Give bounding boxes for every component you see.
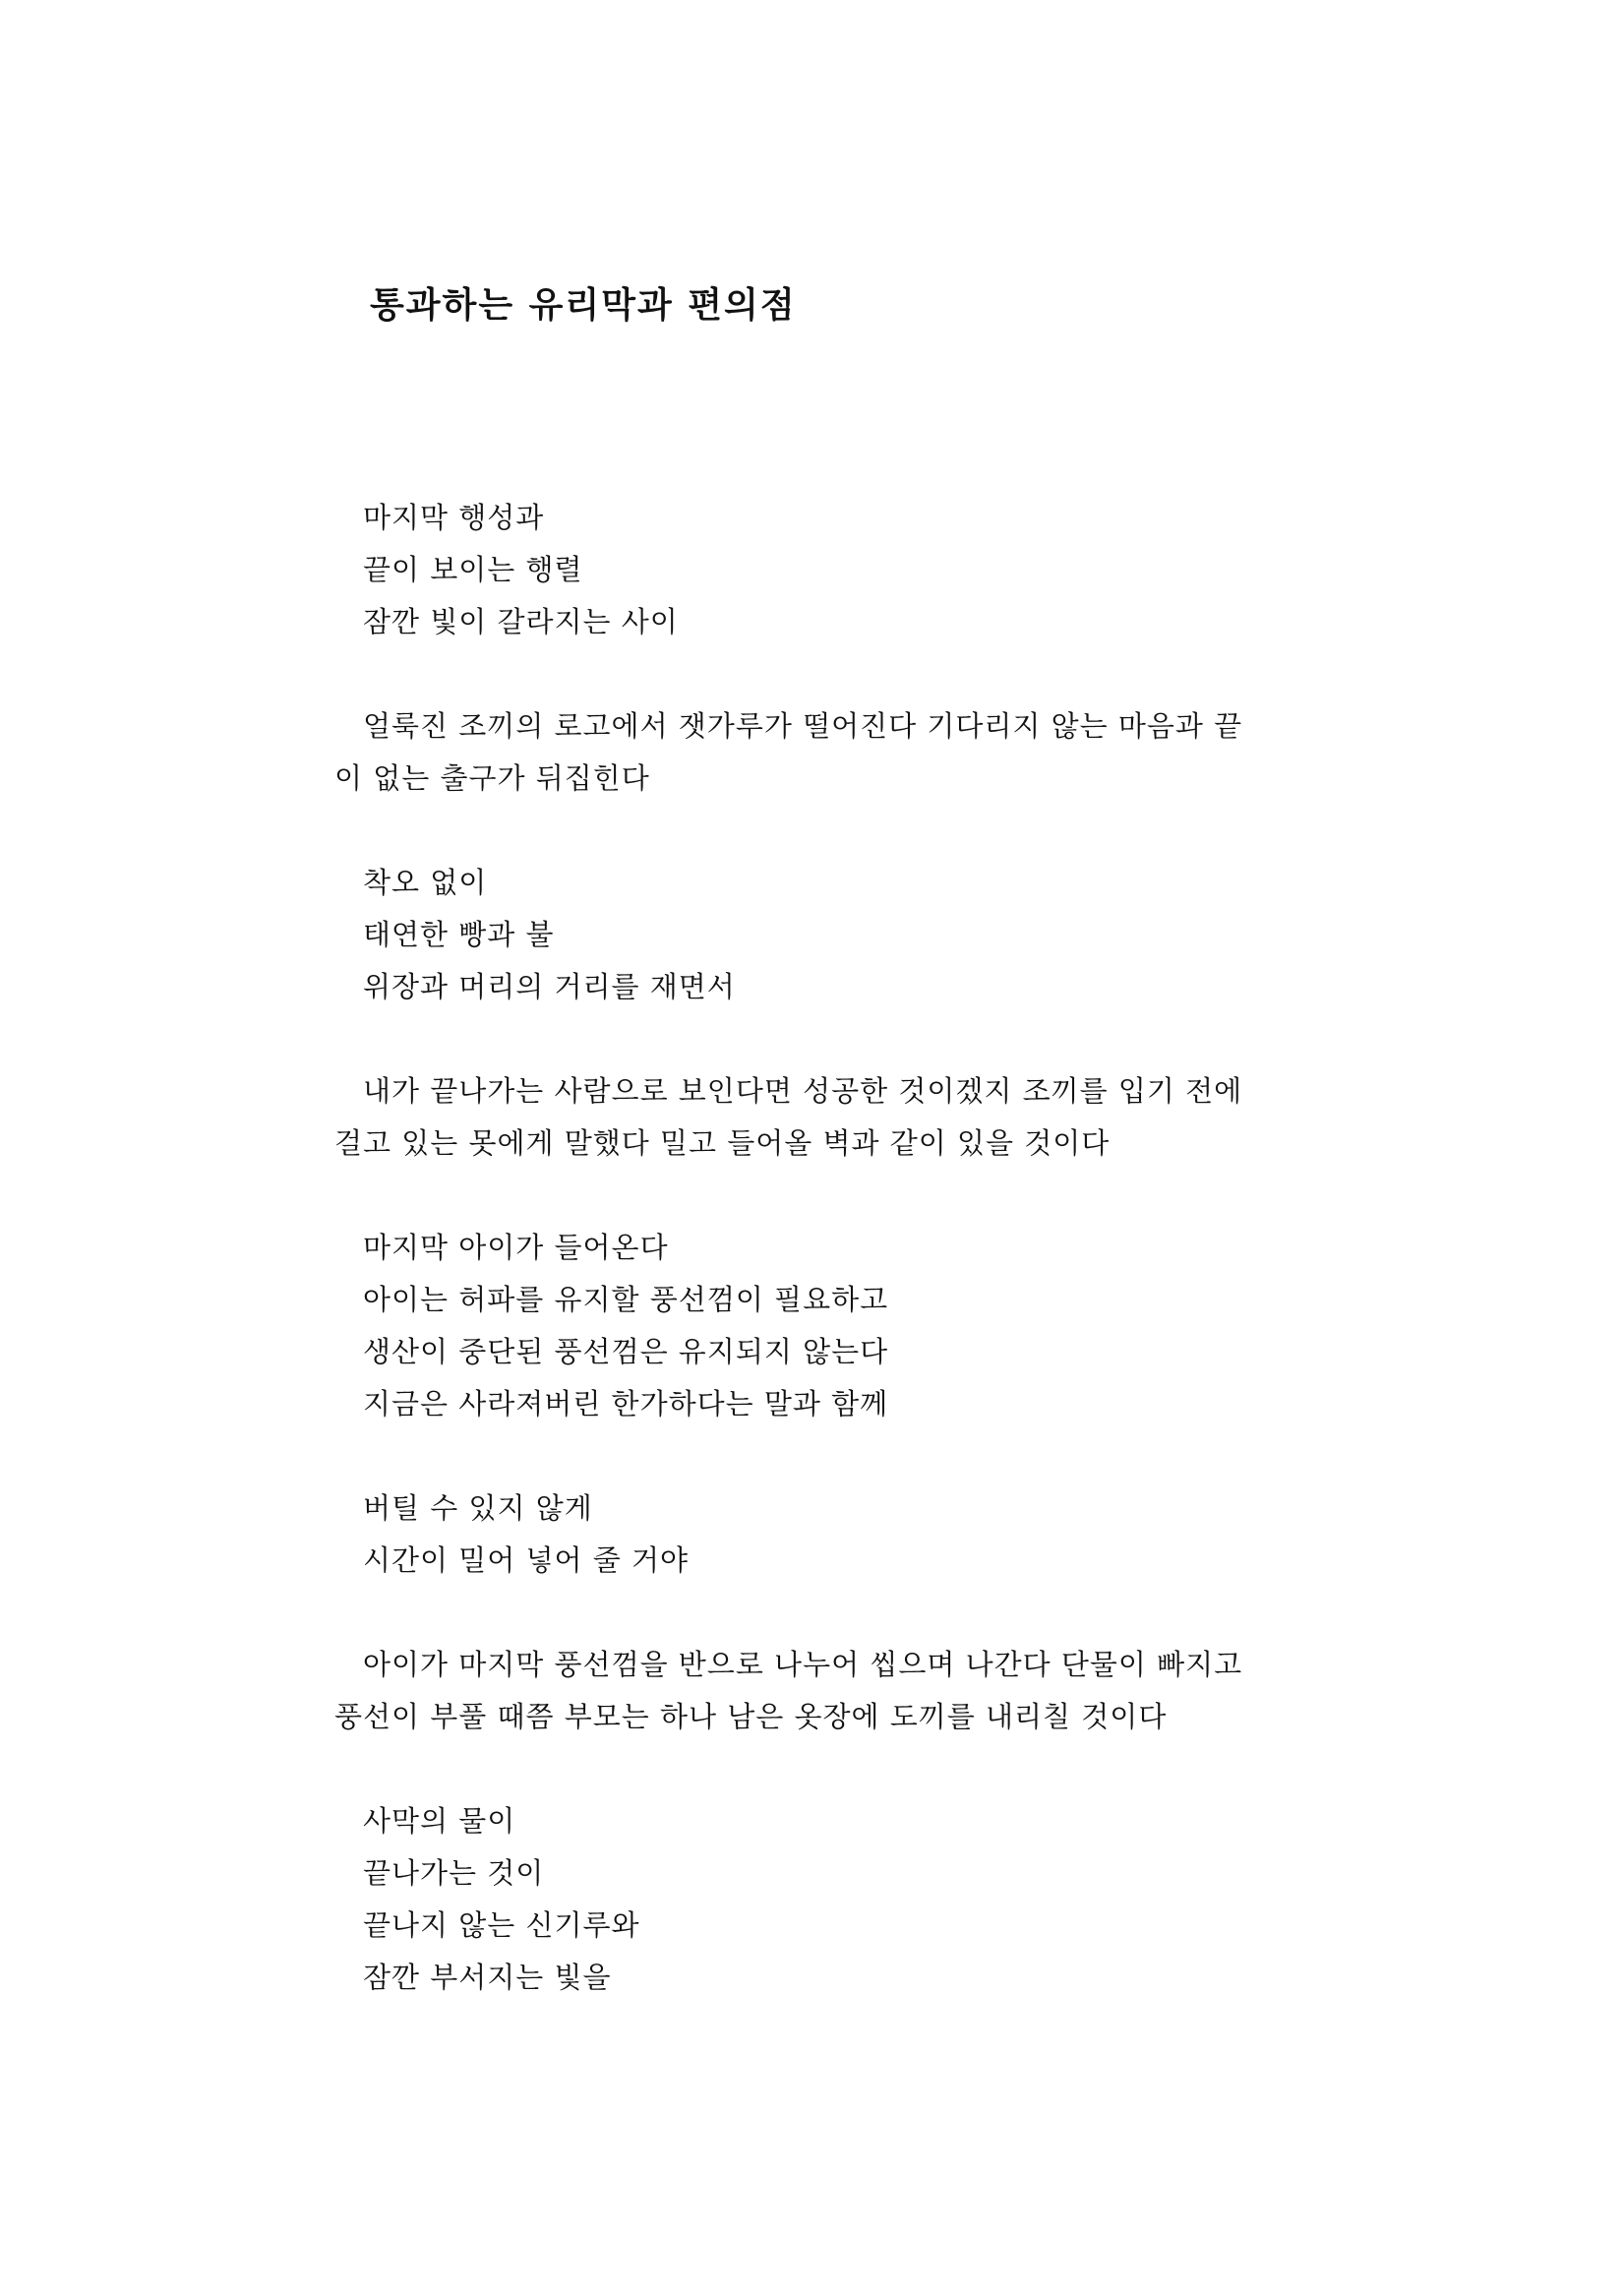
poem-line: 끝나가는 것이 xyxy=(363,1856,545,1890)
poem-line: 버틸 수 있지 않게 xyxy=(363,1491,593,1525)
poem-line: 생산이 중단된 풍선껌은 유지되지 않는다 xyxy=(363,1335,889,1368)
prose-paragraph-1 xyxy=(334,700,1243,805)
poem-line: 사막의 물이 xyxy=(363,1804,516,1838)
stanza-4 xyxy=(334,1482,1232,1587)
prose-paragraph-2 xyxy=(334,1065,1243,1170)
poem-line: 마지막 아이가 들어온다 xyxy=(363,1231,669,1264)
poem-line: 잠깐 부서지는 빛을 xyxy=(363,1961,612,1994)
poem-line: 지금은 사라져버린 한가하다는 말과 함께 xyxy=(363,1387,889,1420)
poem-line: 시간이 밀어 넣어 줄 거야 xyxy=(363,1543,690,1577)
stanza-1 xyxy=(334,492,1232,648)
prose-line: 아이가 마지막 풍선껌을 반으로 나누어 씹으며 나간다 단물이 빠지고 xyxy=(363,1648,1243,1681)
poem-body xyxy=(334,492,1243,2056)
prose-paragraph-3 xyxy=(334,1639,1243,1743)
poem-line: 위장과 머리의 거리를 재면서 xyxy=(363,970,736,1003)
prose-line: 풍선이 부풀 때쯤 부모는 하나 남은 옷장에 도끼를 내리칠 것이다 xyxy=(334,1700,1168,1733)
poem-line: 태연한 빵과 불 xyxy=(363,918,555,951)
poem-line: 아이는 허파를 유지할 풍선껌이 필요하고 xyxy=(363,1283,889,1316)
poem-line: 끝이 보이는 행렬 xyxy=(363,553,583,586)
prose-line: 이 없는 출구가 뒤집힌다 xyxy=(334,761,650,795)
prose-line: 걸고 있는 못에게 말했다 밀고 들어올 벽과 같이 있을 것이다 xyxy=(334,1126,1111,1160)
poem-line: 착오 없이 xyxy=(363,866,488,899)
stanza-3 xyxy=(334,1222,1232,1430)
prose-line: 얼룩진 조끼의 로고에서 잿가루가 떨어진다 기다리지 않는 마음과 끝 xyxy=(363,709,1243,743)
poem-line: 마지막 행성과 xyxy=(363,501,545,534)
stanza-5 xyxy=(334,1795,1232,2004)
stanza-2 xyxy=(334,857,1232,1013)
poem-line: 잠깐 빛이 갈라지는 사이 xyxy=(363,605,679,638)
poem-title: 통과하는 유리막과 편의점 xyxy=(370,284,797,326)
poem-line: 끝나지 않는 신기루와 xyxy=(363,1908,640,1942)
prose-line: 내가 끝나가는 사람으로 보인다면 성공한 것이겠지 조끼를 입기 전에 xyxy=(363,1074,1243,1108)
